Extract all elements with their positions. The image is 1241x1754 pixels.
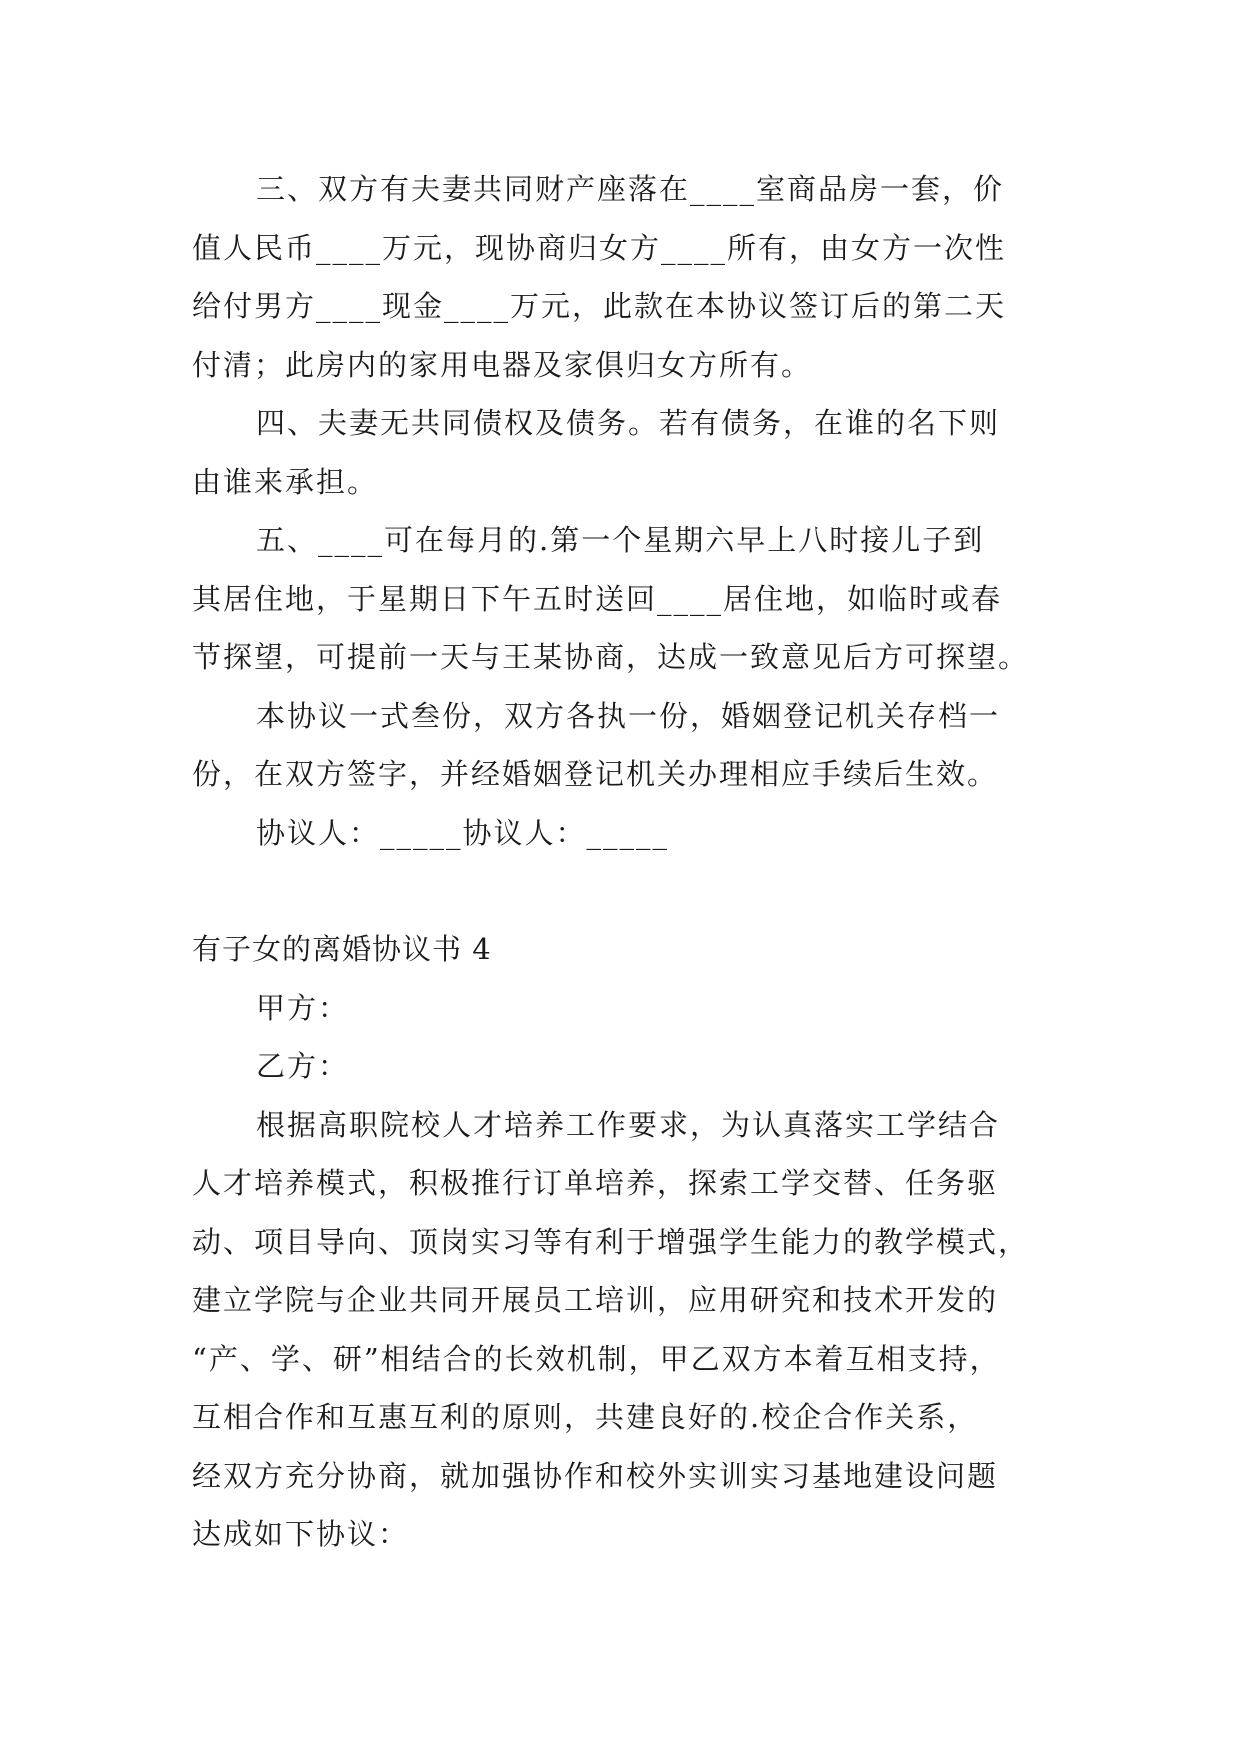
paragraph-section-5 <box>192 511 1052 687</box>
text-line: 达成如下协议： <box>192 1517 410 1551</box>
text-line: 经双方充分协商，就加强协作和校外实训实习基地建设问题 <box>192 1458 999 1493</box>
signature-line: 协议人：_____协议人：_____ <box>256 815 670 850</box>
text-line: 其居住地，于星期日下午五时送回____居住地，如临时或春 <box>192 581 1003 616</box>
text-line: 给付男方____现金____万元，此款在本协议签订后的第二天 <box>192 289 1007 323</box>
text-line: 动、项目导向、顶岗实习等有利于增强学生能力的教学模式， <box>192 1224 1030 1259</box>
text-line: 值人民币____万元，现协商归女方____所有，由女方一次性 <box>192 230 1007 265</box>
text-line: 付清；此房内的家用电器及家俱归女方所有。 <box>192 347 813 382</box>
section-title: 有子女的离婚协议书 4 <box>192 932 492 966</box>
text-line: 节探望，可提前一天与王某协商，达成一致意见后方可探望。 <box>192 640 1030 674</box>
paragraph-section-3 <box>192 160 1052 394</box>
text-line: 建立学院与企业共同开展员工培训，应用研究和技术开发的 <box>192 1283 999 1317</box>
text-line: 本协议一式叁份，双方各执一份，婚姻登记机关存档一 <box>256 698 1001 733</box>
text-line: 由谁来承担。 <box>192 464 379 499</box>
text-line: “产、学、研”相结合的长效机制，甲乙双方本着互相支持， <box>192 1341 1001 1376</box>
text-line: 人才培养模式，积极推行订单培养，探索工学交替、任务驱 <box>192 1166 999 1200</box>
party-b-label: 乙方： <box>256 1049 350 1083</box>
paragraph-copies <box>192 687 1052 804</box>
text-line: 互相合作和互惠互利的原则，共建良好的.校企合作关系， <box>192 1400 979 1434</box>
text-line: 份，在双方签字，并经婚姻登记机关办理相应手续后生效。 <box>192 757 999 791</box>
text-line: 根据高职院校人才培养工作要求，为认真落实工学结合 <box>256 1107 1001 1142</box>
party-a-label: 甲方： <box>256 990 350 1025</box>
paragraph-section-4 <box>192 394 1052 511</box>
document-body <box>192 160 1052 1564</box>
paragraph-intro <box>192 1096 1052 1564</box>
text-line: 三、双方有夫妻共同财产座落在____室商品房一套，价 <box>256 172 1005 206</box>
text-line: 五、____可在每月的.第一个星期六早上八时接儿子到 <box>256 523 985 557</box>
spacer <box>192 862 1052 920</box>
text-line: 四、夫妻无共同债权及债务。若有债务，在谁的名下则 <box>256 406 1001 440</box>
